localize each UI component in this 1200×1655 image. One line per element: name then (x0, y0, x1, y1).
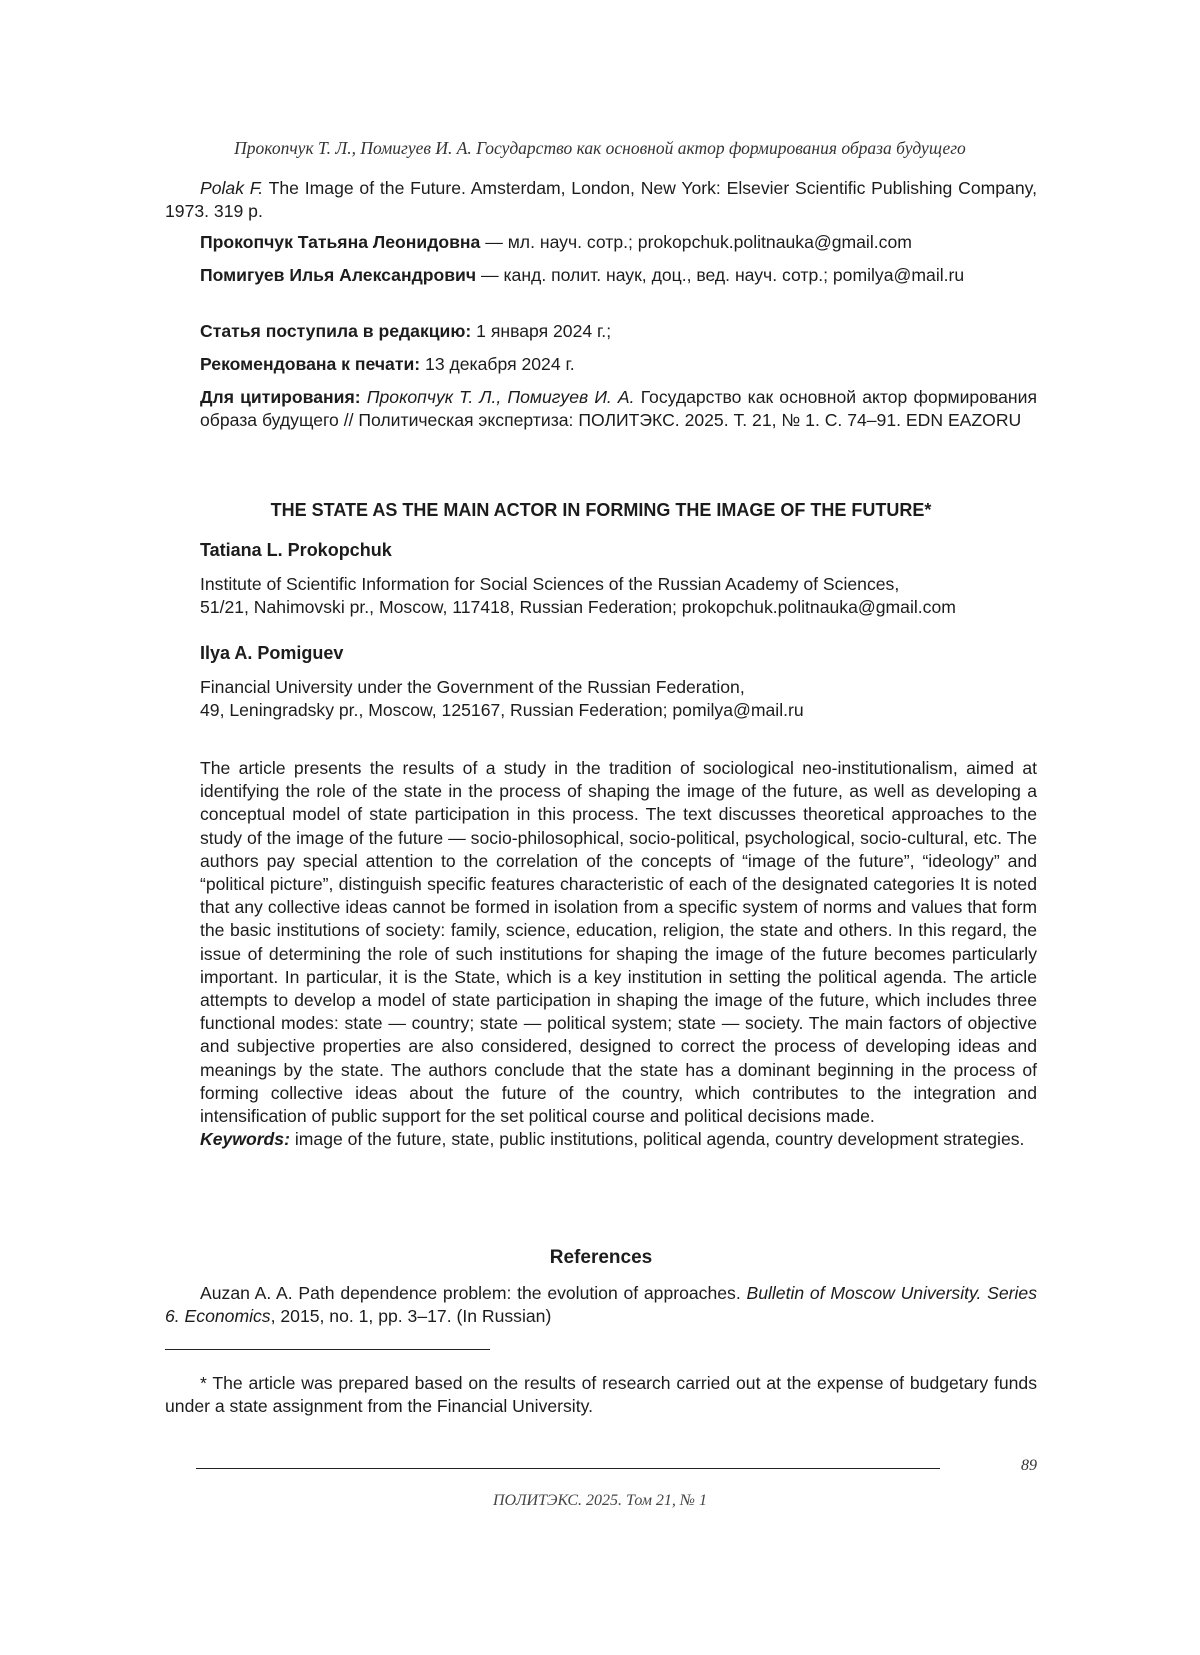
footnote: * The article was prepared based on the results of research carried out at the expense of budgetary funds under a state assignment from the Financial University. (165, 1373, 1037, 1416)
footer-rule (196, 1468, 940, 1469)
running-head: Прокопчук Т. Л., Помигуев И. А. Государство как основной актор формирования образа будущего (234, 138, 966, 158)
keywords (200, 1128, 1037, 1151)
citation-label: Для цитирования: (200, 387, 361, 407)
reference-item (165, 1282, 1037, 1328)
author-ru-details: — канд. полит. наук, доц., вед. науч. сотр.; pomilya@mail.ru (476, 265, 965, 285)
author-ru-name: Прокопчук Татьяна Леонидовна (200, 232, 481, 252)
reference-author: Polak F. (200, 178, 264, 198)
affiliation-line: 49, Leningradsky pr., Moscow, 125167, Russian Federation; pomilya@mail.ru (200, 700, 804, 720)
reference-text: The Image of the Future. Amsterdam, London, New York: Elsevier Scientific Publishing Company, 1973. 319 p. (165, 178, 1037, 221)
references-title: References (549, 1247, 653, 1268)
citation (200, 386, 1037, 432)
keywords-label: Keywords: (200, 1129, 290, 1150)
author-ru-1 (200, 231, 1037, 254)
abstract-block (200, 757, 1037, 1151)
page-number: 89 (1021, 1457, 1037, 1474)
citation-authors: Прокопчук Т. Л., Помигуев И. А. (360, 387, 635, 407)
author-en-name: Ilya A. Pomiguev (200, 643, 344, 663)
received-date (200, 320, 1037, 343)
affiliation-line: Institute of Scientific Information for Social Sciences of the Russian Academy of Sciences, (200, 574, 900, 594)
reference-polak (165, 177, 1037, 223)
author-en-name: Tatiana L. Prokopchuk (200, 540, 392, 560)
affiliation-line: Financial University under the Government of the Russian Federation, (200, 677, 745, 697)
reference-source: Bulletin of Moscow University. Series 6. Economics (165, 1283, 1038, 1326)
author-ru-2 (200, 264, 1037, 287)
footnote-divider (165, 1349, 490, 1350)
received-value: 1 января 2024 г.; (471, 321, 612, 341)
accepted-value: 13 декабря 2024 г. (420, 354, 575, 374)
abstract-text: The article presents the results of a study in the tradition of sociological neo-institutionalism, aimed at identifying the role of the state in the process of shaping the image of the future, as well as developing a conceptual model of state participation in this process. The text discusses theoretical approaches to the study of the image of the future — socio-philosophical, socio-political, psychological, socio-cultural, etc. The authors pay special attention to the correlation of the concepts of “image of the future”, “ideology” and “political picture”, distinguish specific features characteristic of each of the designated categories It is noted that any collective ideas cannot be formed in isolation from a specific system of norms and values that form the basic institutions of society: family, science, education, religion, the state and others. In this regard, the issue of determining the role of such institutions for shaping the image of the future becomes particularly important. In particular, it is the State, which is a key institution in setting the political agenda. The article attempts to develop a model of state participation in shaping the image of the future, which includes three functional modes: state — country; state — political system; state — society. The main factors of objective and subjective properties are also considered, designed to correct the process of developing ideas and meanings by the state. The authors conclude that the state has a dominant beginning in the process of forming collective ideas about the future of the country, which contributes to the integration and intensification of public support for the set political course and political decisions made. (200, 758, 1037, 1127)
author-en-affiliation (200, 573, 1037, 619)
journal-footer: ПОЛИТЭКС. 2025. Том 21, № 1 (492, 1492, 708, 1509)
author-en-affiliation (200, 676, 1037, 722)
received-label: Статья поступила в редакцию: (200, 321, 472, 341)
citation-text: Государство как основной актор формирования образа будущего // Политическая экспертиза: ПОЛИТЭКС. 2025. Т. 21, № 1. С. 74–91. EDN EAZORU (200, 387, 1037, 430)
affiliation-line: 51/21, Nahimovski pr., Moscow, 117418, Russian Federation; prokopchuk.politnauka@gmail.com (200, 597, 956, 617)
keywords-text: image of the future, state, public institutions, political agenda, country development strategies. (289, 1129, 1025, 1150)
author-ru-details: — мл. науч. сотр.; prokopchuk.politnauka@gmail.com (480, 232, 912, 252)
reference-text: Auzan A. A. Path dependence problem: the evolution of approaches. (200, 1283, 747, 1303)
accepted-label: Рекомендована к печати: (200, 354, 421, 374)
reference-text: , 2015, no. 1, pp. 3–17. (In Russian) (270, 1306, 552, 1326)
accepted-date (200, 353, 1037, 376)
article-title-en: THE STATE AS THE MAIN ACTOR IN FORMING THE IMAGE OF THE FUTURE* (270, 500, 932, 520)
author-ru-name: Помигуев Илья Александрович (200, 265, 477, 285)
